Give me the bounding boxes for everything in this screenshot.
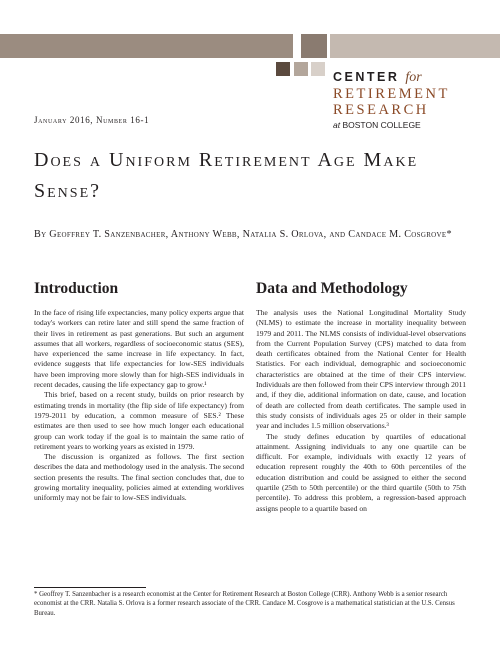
intro-paragraph-2: This brief, based on a recent study, builds on prior research by estimating trends in mortality (the flip side of life expectancy) from 1979-2011 by education, a common measure of SES.² These estimates are then used to see how much longer each educational group can work today if the goal is to maintain the same ratio of retirement years to working years as existed in 1979. (34, 390, 244, 451)
intro-paragraph-3: The discussion is organized as follows. The first section describes the data and methodology used in the analysis. The second section presents the results. The final section concludes that, due to growing mortality inequality, policies aimed at extending worklives uniformly may not be fair to low-SES individuals. (34, 452, 244, 503)
introduction-column (34, 280, 244, 504)
footnote-rule (34, 587, 146, 588)
data-methodology-heading: Data and Methodology (256, 280, 408, 297)
methodology-paragraph-1: The analysis uses the National Longitudinal Mortality Study (NLMS) to estimate the increase in mortality inequality between 1979 and 2011. The NLMS consists of individual-level observations from the Current Population Survey (CPS) matched to data from death certificates obtained from the National Center for Health Statistics. For each individual, demographic and socioeconomic characteristics are obtained at the time of their CPS interview. Individuals are then followed from their CPS interview through 2011 and, if they die, additional information on date, cause, and location of death are collected from death certificates. The sample used in this study consists of individuals ages 25 or older in their sample year and includes 1.5 million observations.³ (256, 308, 466, 431)
header-bar (0, 34, 500, 58)
issue-number: January 2016, Number 16-1 (34, 115, 150, 125)
decorative-square-mid (294, 62, 308, 76)
decorative-square-light (311, 62, 325, 76)
methodology-paragraph-2: The study defines education by quartiles of educational attainment. Assigning individuals to any one quartile can be difficult. For example, individuals with exactly 12 years of education represent roughly the 40th to 60th percentiles of the education distribution and could be assigned to either the second quartile (25th to 50th percentile) or the third quartile (50th to 75th percentile). To address this problem, a regression-based approach assigns people to a quartile based on (256, 431, 466, 513)
logo-line1: CENTER for (333, 70, 422, 85)
logo-line3: RESEARCH (333, 102, 429, 118)
intro-paragraph-1: In the face of rising life expectancies, many policy experts argue that today's workers can retire later and still spend the same fraction of their lives in retirement as past generations. But such an argument assumes that all workers, regardless of socioeconomic status (SES), have experienced the same increase in life expectancy. In fact, evidence suggests that life expectancies for low-SES individuals have been improving more slowly than for high-SES individuals in recent decades, causing the life expectancy gap to grow.¹ (34, 308, 244, 390)
header-bar-right (330, 34, 500, 58)
introduction-heading: Introduction (34, 280, 119, 297)
crr-logo (333, 70, 493, 130)
page-title: Does a Uniform Retirement Age Make Sense? (34, 149, 419, 202)
authors-line: By Geoffrey T. Sanzenbacher, Anthony Webb, Natalia S. Orlova, and Candace M. Cosgrove* (34, 229, 452, 240)
logo-line4: at BOSTON COLLEGE (333, 120, 421, 130)
data-methodology-column (256, 280, 466, 514)
header-bar-left (0, 34, 293, 58)
header-bar-block (301, 34, 327, 58)
decorative-square-dark (276, 62, 290, 76)
author-footnote: * Geoffrey T. Sanzenbacher is a research economist at the Center for Retirement Research at Boston College (CRR). Anthony Webb is a senior research economist at the CRR. Natalia S. Orlova is a former research associate of the CRR. Candace M. Cosgrove is a mathematical statistician at the U.S. Census Bureau. (34, 591, 455, 617)
logo-line2: RETIREMENT (333, 86, 450, 102)
